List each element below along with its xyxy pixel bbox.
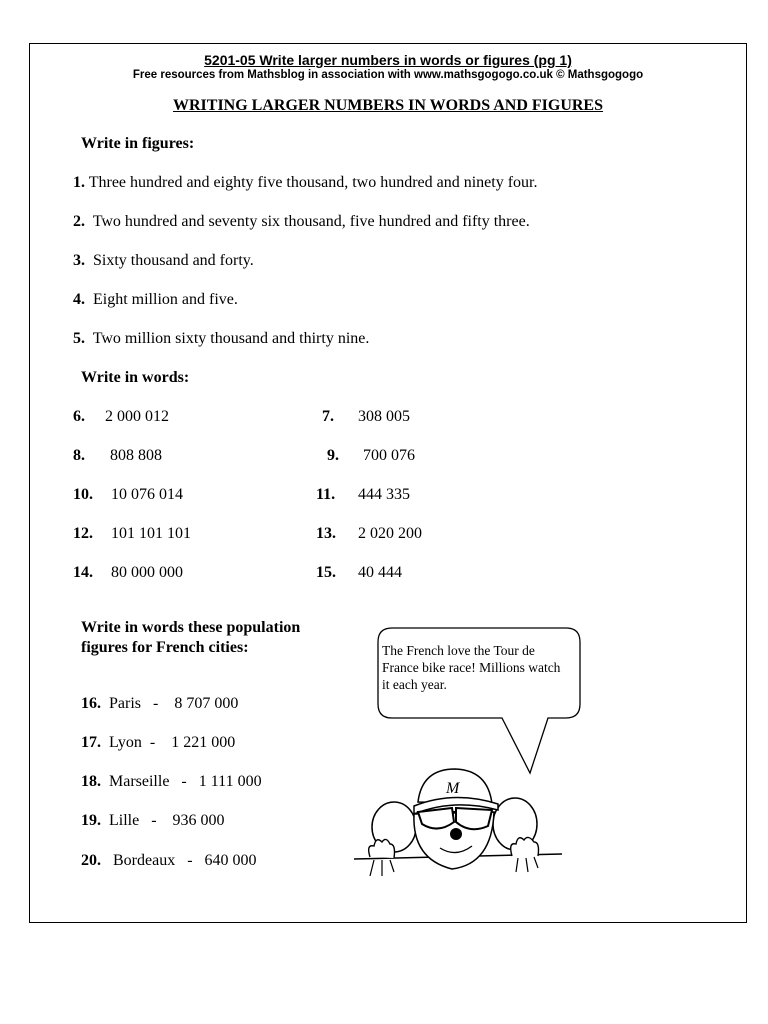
question-12-number: 12. [73, 525, 93, 542]
question-15-number: 15. [316, 564, 336, 581]
question-3: 3. Sixty thousand and forty. [73, 252, 254, 269]
worksheet-page [29, 43, 747, 923]
cap-letter: M [446, 780, 460, 797]
question-12-value: 101 101 101 [111, 525, 191, 542]
source-line: Free resources from Mathsblog in association with www.mathsgogogo.co.uk © Mathsgogogo [132, 69, 644, 81]
figures-heading: Write in figures: [81, 135, 195, 152]
question-2: 2. Two hundred and seventy six thousand, five hundred and fifty three. [73, 213, 530, 230]
question-13-number: 13. [316, 525, 336, 542]
question-20: 20. Bordeaux - 640 000 [81, 852, 257, 869]
page-title: WRITING LARGER NUMBERS IN WORDS AND FIGURES [173, 97, 603, 114]
question-18: 18. Marseille - 1 111 000 [81, 773, 262, 790]
question-14-value: 80 000 000 [111, 564, 183, 581]
question-13-value: 2 020 200 [358, 525, 422, 542]
question-10-value: 10 076 014 [111, 486, 183, 503]
speech-bubble-text: The French love the Tour de France bike race! Millions watch it each year. [382, 643, 561, 692]
question-8-number: 8. [73, 447, 85, 464]
words-heading: Write in words: [81, 369, 190, 386]
question-6-value: 2 000 012 [105, 408, 169, 425]
question-5: 5. Two million sixty thousand and thirty nine. [73, 330, 370, 347]
question-4: 4. Eight million and five. [73, 291, 238, 308]
question-16: 16. Paris - 8 707 000 [81, 695, 239, 712]
question-6-number: 6. [73, 408, 85, 425]
question-9-number: 9. [327, 447, 339, 464]
cartoon-mouse-icon [352, 764, 567, 884]
question-8-value: 808 808 [110, 447, 162, 464]
question-15-value: 40 444 [358, 564, 402, 581]
question-11-number: 11. [316, 486, 336, 503]
question-11-value: 444 335 [358, 486, 410, 503]
question-9-value: 700 076 [363, 447, 415, 464]
question-17: 17. Lyon - 1 221 000 [81, 734, 236, 751]
question-1: 1. Three hundred and eighty five thousand, two hundred and ninety four. [73, 174, 538, 191]
cities-heading: Write in words these population figures for French cities: [81, 619, 301, 656]
question-19: 19. Lille - 936 000 [81, 812, 225, 829]
question-10-number: 10. [73, 486, 93, 503]
question-7-number: 7. [322, 408, 334, 425]
question-14-number: 14. [73, 564, 93, 581]
worksheet-code-title: 5201-05 Write larger numbers in words or figures (pg 1) [204, 52, 572, 68]
question-7-value: 308 005 [358, 408, 410, 425]
